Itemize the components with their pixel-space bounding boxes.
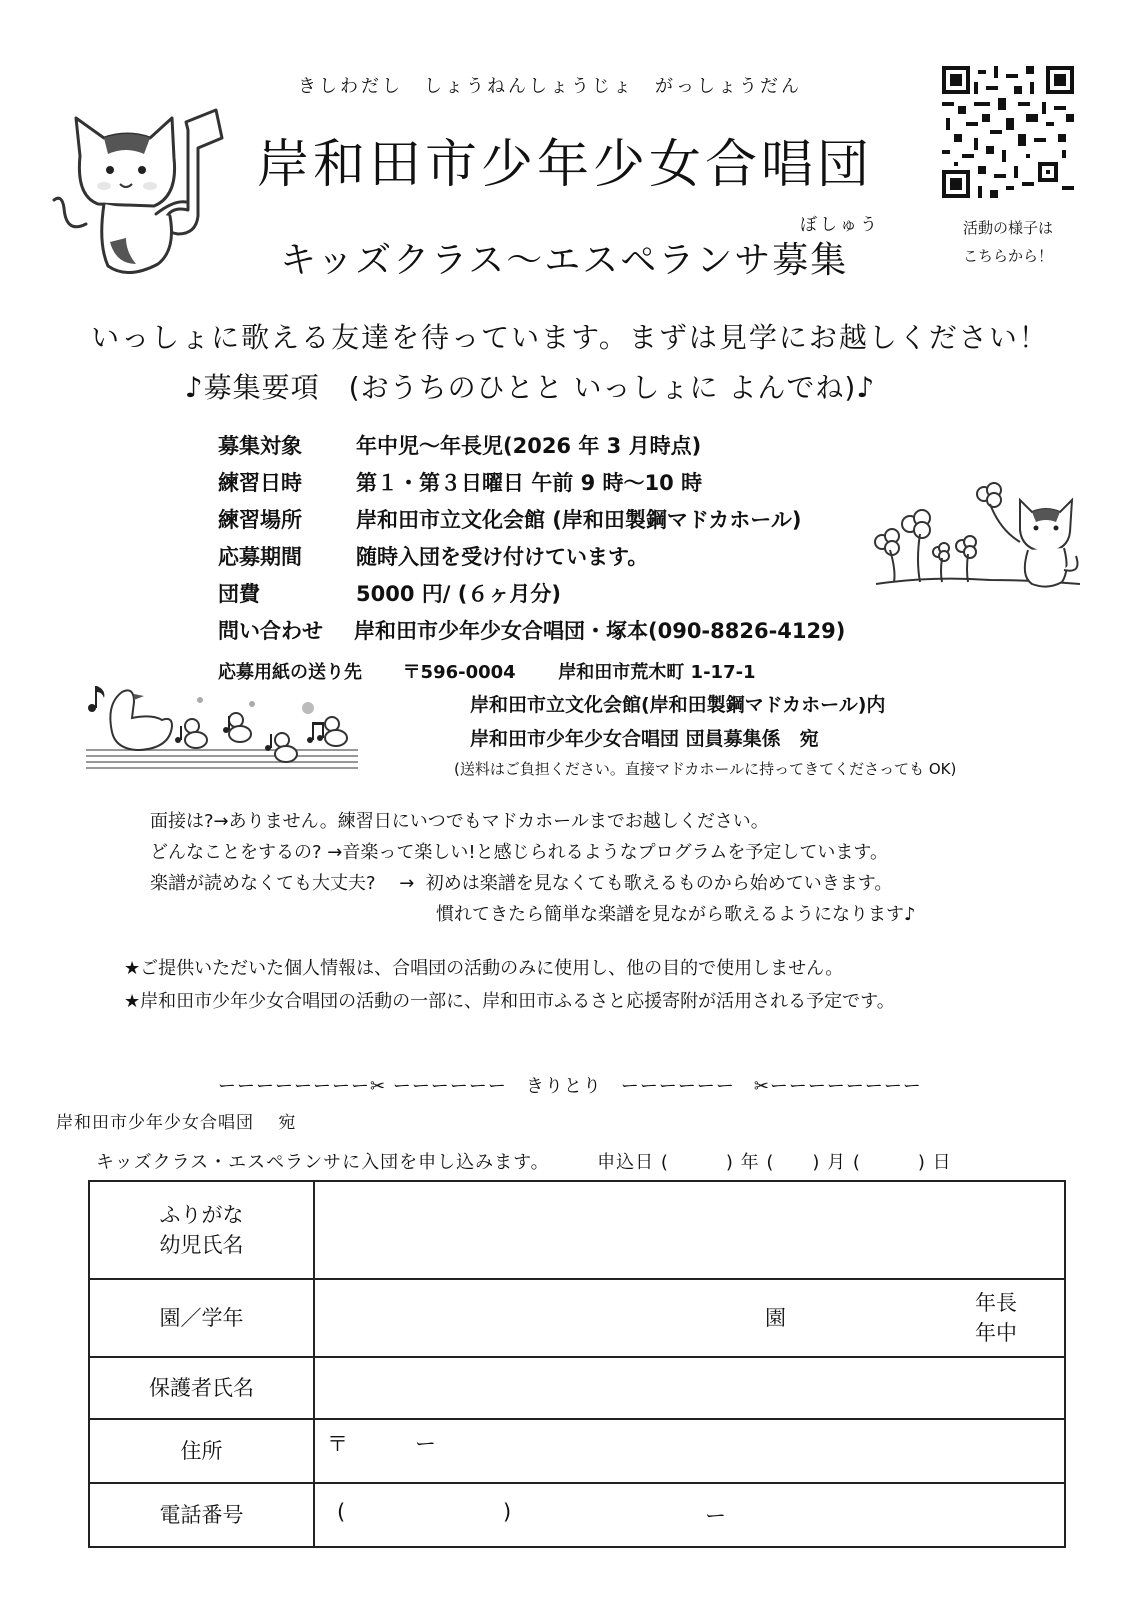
address-postal-dash: ー bbox=[415, 1432, 436, 1456]
info-row bbox=[218, 502, 845, 539]
info-row bbox=[218, 613, 845, 650]
faq-line: 慣れてきたら簡単な楽譜を見ながら歌えるようになります♪ bbox=[436, 904, 916, 925]
guardian-name-field[interactable] bbox=[314, 1357, 1065, 1419]
send-postal: 〒596-0004 bbox=[402, 662, 516, 683]
subtitle-ruby: ぼしゅう bbox=[800, 215, 880, 235]
apply-text: キッズクラス・エスペランサに入団を申し込みます。 bbox=[96, 1152, 550, 1173]
info-value: 岸和田市少年少女合唱団・塚本(090-8826-4129) bbox=[354, 619, 846, 643]
grade-option-nenchu[interactable]: 年中 bbox=[975, 1321, 1017, 1345]
form-row-phone bbox=[89, 1483, 1065, 1547]
form-label-guardian: 保護者氏名 bbox=[89, 1357, 314, 1419]
duck-ducklings-illustration bbox=[82, 674, 362, 784]
school-suffix: 園 bbox=[765, 1306, 786, 1330]
note-line: ★岸和田市少年少女合唱団の活動の一部に、岸和田市ふるさと応援寄附が活用される予定です。 bbox=[124, 991, 895, 1012]
clover-cat-illustration bbox=[870, 480, 1090, 595]
form-row-address bbox=[89, 1419, 1065, 1483]
info-label: 練習日時 bbox=[218, 471, 302, 495]
lead-text: いっしょに歌える友達を待っています。まずは見学にお越しください！ bbox=[91, 321, 1049, 354]
form-row-school bbox=[89, 1279, 1065, 1357]
info-label: 練習場所 bbox=[218, 508, 302, 532]
label-furigana: ふりがな bbox=[159, 1203, 244, 1227]
info-value: 第１・第３日曜日 午前 9 時〜10 時 bbox=[356, 471, 703, 495]
qr-caption-line-1: 活動の様子は bbox=[962, 219, 1053, 237]
notes-block bbox=[124, 952, 895, 1018]
recruitment-details bbox=[218, 428, 845, 650]
info-row bbox=[218, 428, 845, 465]
form-addressee: 岸和田市少年少女合唱団 宛 bbox=[56, 1113, 297, 1133]
send-address-line-3: 岸和田市少年少女合唱団 団員募集係 宛 bbox=[470, 728, 819, 750]
page-title: 岸和田市少年少女合唱団 bbox=[256, 135, 873, 195]
form-label-phone: 電話番号 bbox=[89, 1483, 314, 1547]
send-address: 岸和田市荒木町 1-17-1 bbox=[558, 662, 756, 683]
send-note: (送料はご負担ください。直接マドカホールに持ってきてくださっても OK) bbox=[454, 760, 957, 778]
cat-music-illustration bbox=[46, 104, 236, 280]
apply-date: 申込日 ( ) 年 ( ) 月 ( ) 日 bbox=[597, 1152, 952, 1173]
form-row-guardian bbox=[89, 1357, 1065, 1419]
info-value: 随時入団を受け付けています。 bbox=[356, 545, 649, 569]
faq-line: どんなことをするの? →音楽って楽しい!と感じられるようなプログラムを予定しています。 bbox=[150, 842, 888, 863]
page-subtitle: キッズクラス〜エスペランサ募集 bbox=[280, 240, 849, 281]
qr-code[interactable] bbox=[942, 66, 1074, 198]
child-name-field[interactable] bbox=[314, 1181, 1065, 1279]
info-label: 団費 bbox=[218, 582, 260, 606]
grade-option-nencho[interactable]: 年長 bbox=[975, 1291, 1017, 1315]
address-postal-mark: 〒 bbox=[327, 1432, 348, 1456]
label-child-name: 幼児氏名 bbox=[159, 1233, 244, 1257]
cut-line: ーーーーーーーー✂ ーーーーーー きりとり ーーーーーー ✂ーーーーーーーー bbox=[218, 1076, 922, 1097]
application-form-table bbox=[88, 1180, 1066, 1548]
form-apply-line bbox=[96, 1148, 952, 1174]
info-row bbox=[218, 465, 845, 502]
info-label: 問い合わせ bbox=[218, 619, 323, 643]
form-row-name bbox=[89, 1181, 1065, 1279]
info-value: 岸和田市立文化会館 (岸和田製鋼マドカホール) bbox=[356, 508, 802, 532]
faq-line: 面接は?→ありません。練習日にいつでもマドカホールまでお越しください。 bbox=[150, 811, 769, 832]
faq-block bbox=[150, 806, 916, 930]
phone-open-paren: ( bbox=[337, 1500, 346, 1524]
form-label-address: 住所 bbox=[89, 1419, 314, 1483]
address-field[interactable] bbox=[314, 1419, 1065, 1483]
info-label: 応募期間 bbox=[218, 545, 302, 569]
info-value: 5000 円/ (６ヶ月分) bbox=[356, 582, 561, 606]
form-label-school: 園／学年 bbox=[89, 1279, 314, 1357]
info-label: 募集対象 bbox=[218, 434, 302, 458]
faq-line: 楽譜が読めなくても大丈夫? → 初めは楽譜を見なくても歌えるものから始めていきます。 bbox=[150, 873, 893, 894]
info-row bbox=[218, 539, 845, 576]
phone-dash: ー bbox=[705, 1504, 726, 1528]
info-value: 年中児〜年長児(2026 年 3 月時点) bbox=[356, 434, 702, 458]
qr-caption-line-2: こちらから！ bbox=[962, 247, 1053, 265]
grade-options[interactable] bbox=[975, 1288, 1017, 1348]
form-label-name bbox=[89, 1181, 314, 1279]
info-row bbox=[218, 576, 845, 613]
qr-caption bbox=[940, 214, 1076, 270]
phone-field[interactable] bbox=[314, 1483, 1065, 1547]
phone-close-paren: ) bbox=[503, 1500, 512, 1524]
school-field[interactable] bbox=[314, 1279, 1065, 1357]
note-line: ★ご提供いただいた個人情報は、合唱団の活動のみに使用し、他の目的で使用しません。 bbox=[124, 958, 844, 979]
title-furigana: きしわだし しょうねんしょうじょ がっしょうだん bbox=[298, 76, 802, 97]
send-address-line-2: 岸和田市立文化会館(岸和田製鋼マドカホール)内 bbox=[470, 694, 886, 716]
section-title: ♪募集要項 (おうちのひとと いっしょに よんでね)♪ bbox=[184, 371, 876, 404]
send-label: 応募用紙の送り先 bbox=[218, 662, 362, 683]
